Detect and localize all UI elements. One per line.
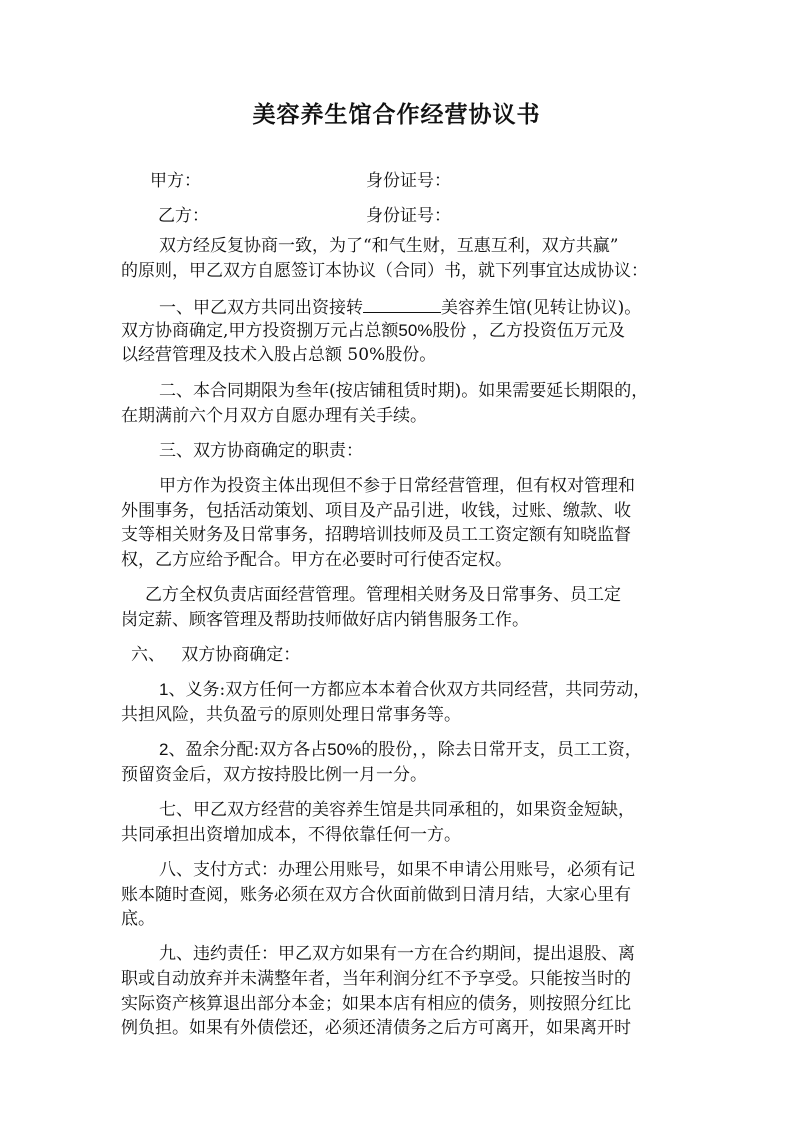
clause2-line: 二、本合同期限为叁年(按店铺租赁时期)。如果需要延长期限的，: [159, 381, 649, 401]
clause1-percent: 50%: [398, 321, 433, 340]
clause6-1-number: 1: [159, 680, 169, 699]
clause3-a-line: 支等相关财务及日常事务，招聘培训技师及员工工资定额有知晓监督: [121, 525, 631, 545]
party-b-label: 乙方：: [158, 206, 209, 226]
clause3-a-line: 外围事务，包括活动策划、项目及产品引进，收钱，过账、缴款、收: [121, 501, 631, 521]
clause6-2-line: [121, 740, 715, 760]
clause3-b-line: 乙方全权负责店面经营管理。管理相关财务及日常事务、员工定: [145, 585, 621, 605]
clause8-line: 八、支付方式：办理公用账号，如果不申请公用账号，必须有记: [159, 860, 635, 880]
clause6-1-line: [121, 680, 715, 700]
clause1-text: 双方协商确定,甲方投资捌万元占总额: [121, 321, 399, 341]
clause6-2-percent: 50%: [327, 740, 362, 759]
clause3-b-line: 岗定薪、顾客管理及帮助技师做好店内销售服务工作。: [121, 610, 529, 630]
clause6-heading: 六、 双方协商确定：: [131, 645, 301, 665]
clause3-heading: 三、双方协商确定的职责：: [159, 441, 363, 461]
clause9-line: 例负担。如果有外债偿还，必须还清债务之后方可离开，如果离开时: [121, 1018, 631, 1038]
clause6-2-line: 预留资金后，双方按持股比例一月一分。: [121, 765, 427, 785]
clause9-line: 九、违约责任：甲乙双方如果有一方在合约期间，提出退股、离: [159, 944, 635, 964]
party-a-id-label: 身份证号：: [366, 171, 451, 191]
clause9-line: 职或自动放弃并未满整年者，当年利润分红不予享受。只能按当时的: [121, 969, 631, 989]
clause6-2-text: 的股份，，除去日常开支，员工工资，: [361, 740, 642, 760]
clause1-text: 一、甲乙双方共同出资接转: [159, 298, 363, 318]
clause1-line: 以经营管理及技术入股占总额 50%股份。: [121, 345, 437, 365]
clause7-line: 共同承担出资增加成本，不得依靠任何一方。: [121, 825, 461, 845]
clause6-2-number: 2: [159, 740, 169, 759]
clause6-1-line: 共担风险，共负盈亏的原则处理日常事务等。: [121, 705, 461, 725]
party-b-id-label: 身份证号：: [366, 206, 451, 226]
clause7-line: 七、甲乙双方经营的美容养生馆是共同承租的，如果资金短缺，: [159, 800, 635, 820]
party-a-label: 甲方：: [150, 171, 201, 191]
clause9-line: 实际资产核算退出部分本金；如果本店有相应的债务，则按照分红比: [121, 994, 631, 1014]
clause8-line: 底。: [121, 909, 155, 929]
clause3-a-line: 权，乙方应给予配合。甲方在必要时可行使否定权。: [121, 550, 512, 570]
document-title: 美容养生馆合作经营协议书: [252, 101, 541, 128]
clause8-line: 账本随时查阅，账务必须在双方合伙面前做到日清月结，大家心里有: [121, 885, 631, 905]
clause2-line: 在期满前六个月双方自愿办理有关手续。: [121, 406, 427, 426]
blank-field: [363, 296, 441, 313]
intro-line: 双方经反复协商一致，为了“和气生财，互惠互利，双方共赢”: [159, 236, 619, 256]
clause1-line: [121, 321, 677, 341]
intro-line: 的原则，甲乙双方自愿签订本协议（合同）书，就下列事宜达成协议：: [121, 261, 648, 281]
clause3-a-line: 甲方作为投资主体出现但不参于日常经营管理，但有权对管理和: [159, 476, 635, 496]
clause1-line: [121, 296, 715, 318]
clause1-text: 美容养生馆(见转让协议)。: [441, 298, 642, 318]
clause1-text: 股份 ，乙方投资伍万元及: [432, 321, 625, 341]
clause6-1-text: 、义务:双方任何一方都应本本着合伙双方共同经营，共同劳动，: [168, 680, 651, 700]
clause6-2-text: 、盈余分配:双方各占: [168, 740, 328, 760]
